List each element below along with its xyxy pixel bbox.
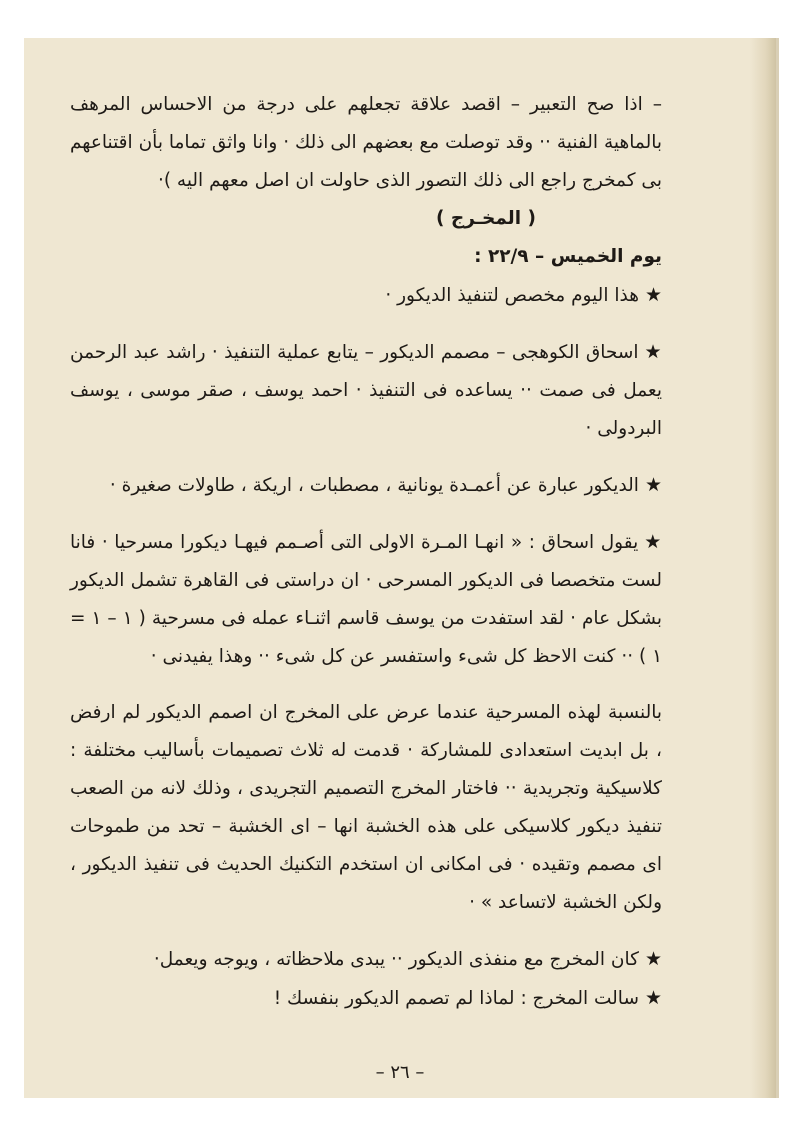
- paragraph-text: الديكور عبارة عن أعمـدة يونانية ، مصطبات ، اريكة ، طاولات صغيرة ·: [109, 475, 639, 496]
- scanned-page: [24, 38, 779, 1098]
- page-number: – ٢٦ –: [375, 1062, 425, 1083]
- paragraph: – اذا صح التعبير – اقصد علاقة تجعلهم على درجة من الاحساس المرهف بالماهية الفنية ·· وقد توصلت مع بعضهم الى ذلك · وانا واثق تماما بأن اقتناعهم بى كمخرج راجع الى ذلك التصور الذى حاولت ان اصل معهم اليه )·: [70, 94, 662, 191]
- body-text: [70, 86, 662, 1018]
- star-paragraph: [70, 276, 662, 315]
- star-paragraph: [70, 523, 662, 676]
- star-icon: ★: [644, 474, 662, 496]
- day-heading: يوم الخميس – ٢٢/٩ :: [474, 246, 662, 267]
- star-paragraph: [70, 979, 662, 1018]
- star-icon: ★: [644, 341, 662, 363]
- paragraph-text: هذا اليوم مخصص لتنفيذ الديكور ·: [385, 285, 639, 306]
- paragraph-text: يقول اسحاق : « انهـا المـرة الاولى التى أصـمم فيهـا ديكورا مسرحيا · فانا لست متخصصا فى الديكور المسرحى · ان دراستى فى القاهرة تشمل الديكور بشكل عام · لقد استفدت من يوسف قاسم اثنـاء عمله فى مسرحية ( ١ – ١ = ١ ) ·· كنت الاحظ كل شىء واستفسر عن كل شىء ·· وهذا يفيدنى ·: [70, 532, 662, 667]
- page-edge: [750, 38, 776, 1098]
- star-paragraph: [70, 466, 662, 505]
- star-icon: ★: [644, 987, 662, 1009]
- paragraph-text: سالت المخرج : لماذا لم تصمم الديكور بنفسك !: [273, 988, 639, 1009]
- paragraph-text: اسحاق الكوهجى – مصمم الديكور – يتابع عملية التنفيذ · راشد عبد الرحمن يعمل فى صمت ·· يساعده فى التنفيذ · احمد يوسف ، صقر موسى ، يوسف البردولى ·: [70, 342, 662, 439]
- director-signature: ( المخـرج ): [436, 208, 536, 229]
- star-icon: ★: [644, 948, 662, 970]
- star-icon: ★: [644, 531, 662, 553]
- star-paragraph: [70, 940, 662, 979]
- paragraph: بالنسبة لهذه المسرحية عندما عرض على المخرج ان اصمم الديكور لم ارفض ، بل ابديت استعدادى للمشاركة · قدمت له ثلاث تصميمات بأساليب مختلفة : كلاسيكية وتجريدية ·· فاختار المخرج التصميم التجريدى ، وذلك لانه من الصعب تنفيذ ديكور كلاسيكى على هذه الخشبة انها – اى الخشبة – تحد من طموحات اى مصمم وتقيده · فى امكانى ان استخدم التكنيك الحديث فى تنفيذ الديكور ، ولكن الخشبة لاتساعد » ·: [70, 702, 662, 913]
- paragraph-text: كان المخرج مع منفذى الديكور ·· يبدى ملاحظاته ، ويوجه ويعمل·: [153, 949, 639, 970]
- star-icon: ★: [644, 284, 662, 306]
- star-paragraph: [70, 333, 662, 448]
